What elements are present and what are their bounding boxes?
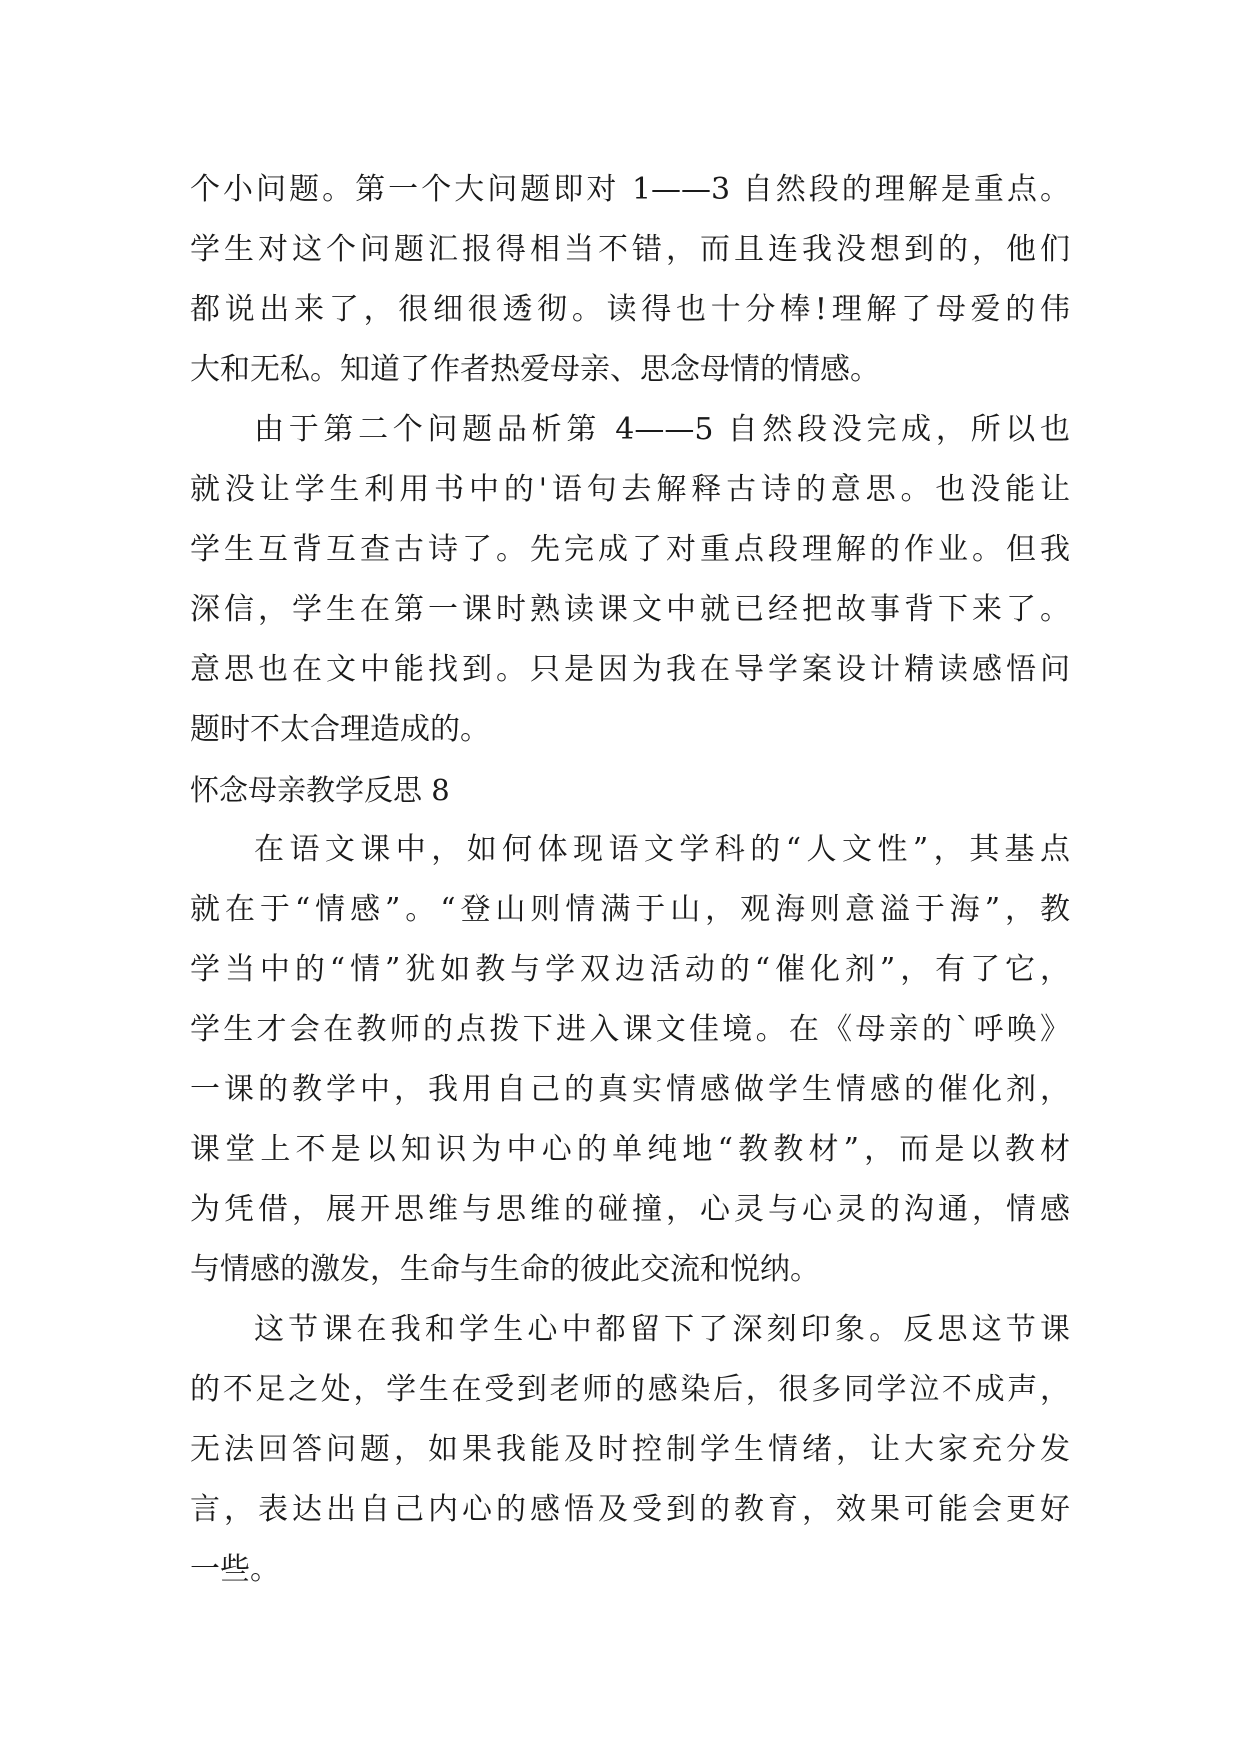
paragraph-2 <box>190 400 1070 760</box>
text-line: 学生互背互查古诗了。先完成了对重点段理解的作业。但我 <box>190 532 1070 567</box>
text-line: 课堂上不是以知识为中心的单纯地“教教材”，而是以教材 <box>190 1132 1070 1167</box>
paragraph-4 <box>190 1300 1070 1600</box>
text-line: 这节课在我和学生心中都留下了深刻印象。反思这节课 <box>254 1312 1070 1347</box>
text-line: 学生才会在教师的点拨下进入课文佳境。在《母亲的`呼唤》 <box>190 1012 1070 1047</box>
paragraph-3 <box>190 820 1070 1300</box>
text-line: 一课的教学中，我用自己的真实情感做学生情感的催化剂， <box>190 1072 1070 1107</box>
text-line: 就没让学生利用书中的'语句去解释古诗的意思。也没能让 <box>190 472 1070 507</box>
text-line: 言，表达出自己内心的感悟及受到的教育，效果可能会更好 <box>190 1492 1070 1527</box>
text-line: 的不足之处，学生在受到老师的感染后，很多同学泣不成声， <box>190 1372 1070 1407</box>
paragraph-1 <box>190 160 1070 400</box>
text-line: 就在于“情感”。“登山则情满于山，观海则意溢于海”，教 <box>190 892 1070 927</box>
text-line: 大和无私。知道了作者热爱母亲、思念母情的情感。 <box>190 352 880 387</box>
text-line: 与情感的激发，生命与生命的彼此交流和悦纳。 <box>190 1252 820 1287</box>
text-line: 为凭借，展开思维与思维的碰撞，心灵与心灵的沟通，情感 <box>190 1192 1070 1227</box>
text-line: 个小问题。第一个大问题即对 1——3 自然段的理解是重点。 <box>190 172 1070 207</box>
text-line: 一些。 <box>190 1552 280 1587</box>
text-line: 深信，学生在第一课时熟读课文中就已经把故事背下来了。 <box>190 592 1070 627</box>
text-line: 意思也在文中能找到。只是因为我在导学案设计精读感悟问 <box>190 652 1070 687</box>
text-line: 无法回答问题，如果我能及时控制学生情绪，让大家充分发 <box>190 1432 1070 1467</box>
text-line: 题时不太合理造成的。 <box>190 712 490 747</box>
section-heading: 怀念母亲教学反思 8 <box>190 773 450 807</box>
text-line: 都说出来了，很细很透彻。读得也十分棒!理解了母爱的伟 <box>190 292 1070 327</box>
text-line: 学生对这个问题汇报得相当不错，而且连我没想到的，他们 <box>190 232 1070 267</box>
text-line: 在语文课中，如何体现语文学科的“人文性”，其基点 <box>254 832 1070 867</box>
document-body <box>190 160 1070 1600</box>
text-line: 由于第二个问题品析第 4——5 自然段没完成，所以也 <box>254 412 1070 447</box>
text-line: 学当中的“情”犹如教与学双边活动的“催化剂”，有了它， <box>190 952 1070 987</box>
